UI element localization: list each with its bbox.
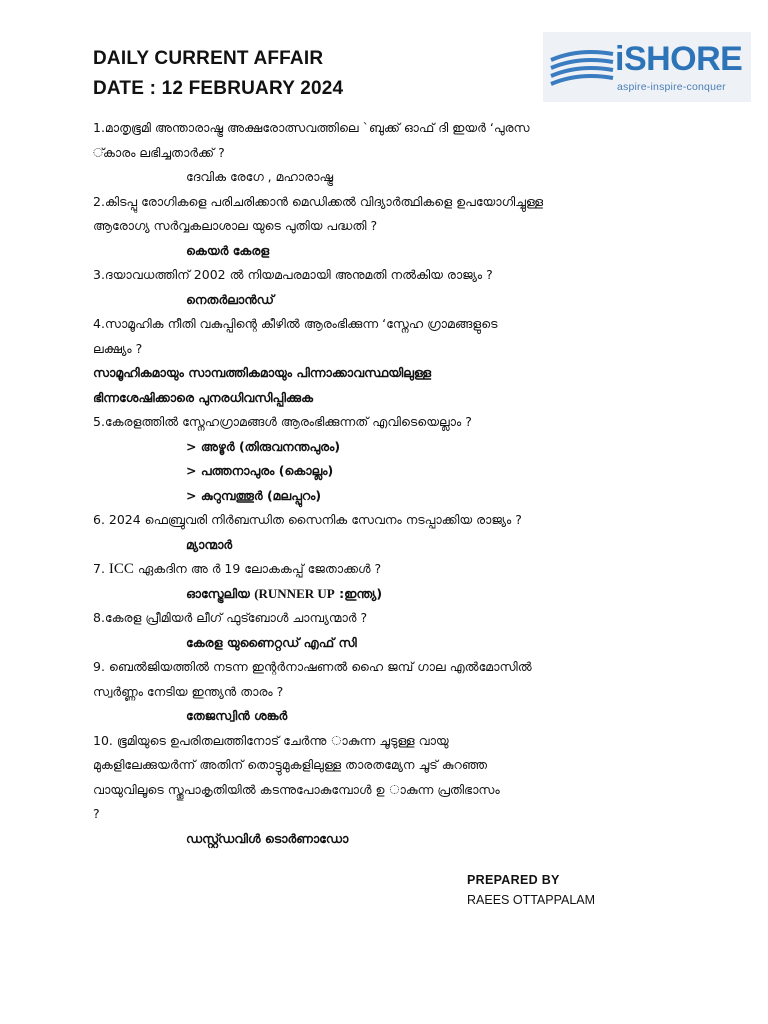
answer-6: മ്യാന്മാർ [186, 536, 233, 552]
question-2-line-1: 2.കിടപ്പു രോഗികളെ പരിചരിക്കാൻ മെഡിക്കൽ വിദ്യാർത്ഥികളെ ഉപയോഗിച്ചുള്ള [93, 193, 544, 209]
document-date: DATE : 12 FEBRUARY 2024 [93, 78, 344, 99]
answer-7-tail: :ഇന്ത്യ) [334, 585, 383, 601]
logo-tagline: aspire-inspire-conquer [617, 81, 726, 93]
question-3-line-1: 3.ദയാവധത്തിന് 2002 ൽ നിയമപരമായി അനുമതി നൽകിയ രാജ്യം ? [93, 267, 493, 282]
question-10-line-2: മുകളിലേക്കുയർന്ന് അതിന് തൊട്ടുമുകളിലുള്ള താരതമ്യേന ചൂട് കുറഞ്ഞ [93, 757, 488, 772]
answer-1: ദേവിക രേഗേ , മഹാരാഷ്ട്ര [186, 169, 334, 184]
question-7-rest: ഏകദിന അ ർ 19 ലോകകപ്പ് ജേതാക്കൾ ? [133, 561, 382, 576]
question-1-line-1: 1.മാതൃഭൂമി അന്താരാഷ്ട്ര അക്ഷരോത്സവത്തിലെ `ബുക്ക് ഓഫ് ദി ഇയർ ‘പുരസ [93, 120, 530, 135]
document-header [93, 44, 343, 104]
answer-4-line-2: ഭിന്നശേഷിക്കാരെ പുനരധിവസിപ്പിക്കുക [93, 389, 314, 405]
answer-2: കെയർ കേരള [186, 242, 270, 258]
prepared-by-label: PREPARED BY [467, 873, 560, 887]
answer-5-item-3: > കുറുമ്പത്തൂർ (മലപ്പുറം) [186, 487, 322, 503]
author-name: RAEES OTTAPPALAM [467, 893, 596, 907]
prepared-by-block [467, 870, 595, 910]
logo-brand-text: iSHORE [615, 40, 743, 78]
answer-4-line-1: സാമൂഹികമായും സാമ്പത്തികമായും പിന്നാക്കാവസ്ഥയിലുള്ള [93, 365, 432, 380]
question-10-line-3: വായുവിലൂടെ സ്തൂപാകൃതിയിൽ കടന്നുപോകുമ്പോൾ ഉ ാകുന്ന പ്രതിഭാസം [93, 781, 500, 797]
question-7-prefix: 7. [93, 561, 109, 576]
question-7-line-1 [93, 557, 683, 582]
answer-7-runner-up: (RUNNER UP [254, 585, 335, 601]
question-5-line-1: 5.കേരളത്തിൽ സ്നേഹഗ്രാമങ്ങൾ ആരംഭിക്കുന്നത് എവിടെയെല്ലാം ? [93, 414, 472, 429]
question-6-line-1: 6. 2024 ഫെബ്രുവരി നിർബന്ധിത സൈനിക സേവനം നടപ്പാക്കിയ രാജ്യം ? [93, 512, 522, 527]
question-9-line-1: 9. ബെൽജിയത്തിൽ നടന്ന ഇന്റർനാഷണൽ ഹൈ ജമ്പ് ഗാല എൽമോസിൽ [93, 659, 532, 674]
answer-8: കേരള യുണൈറ്റഡ് എഫ് സി [186, 634, 357, 650]
question-9-line-2: സ്വർണ്ണം നേടിയ ഇന്ത്യൻ താരം ? [93, 683, 284, 699]
question-8-line-1: 8.കേരള പ്രീമിയർ ലീഗ് ഫുട്ബോൾ ചാമ്പ്യന്മാർ ? [93, 610, 368, 625]
question-2-line-2: ആരോഗ്യ സർവ്വകലാശാല യുടെ പുതിയ പദ്ധതി ? [93, 218, 378, 233]
question-7-icc: ICC [108, 561, 134, 577]
answer-9: തേജസ്വിൻ ശങ്കർ [186, 708, 288, 723]
question-1-line-2: ്കാരം ലഭിച്ചതാർക്ക് ? [93, 144, 225, 160]
question-10-line-1: 10. ഭൂമിയുടെ ഉപരിതലത്തിനോട് ചേർന്നു ാകുന്ന ചൂടുള്ള വായു [93, 732, 449, 748]
answer-10: ഡസ്റ്റ്ഡവിൾ ടൊർണാഡോ [186, 830, 349, 846]
answer-5-item-2: > പത്തനാപുരം (കൊല്ലം) [186, 463, 334, 478]
document-title: DAILY CURRENT AFFAIR [93, 48, 324, 69]
question-4-line-1: 4.സാമൂഹിക നീതി വകുപ്പിന്റെ കീഴിൽ ആരംഭിക്കുന്ന ‘സ്നേഹ ഗ്രാമങ്ങളുടെ [93, 316, 498, 331]
question-10-line-4: ? [93, 806, 100, 821]
wave-lines-icon [549, 46, 615, 90]
answer-7-main: ഓസ്ട്രേലിയ [186, 585, 255, 601]
questions-list [93, 116, 683, 851]
answer-7 [93, 582, 683, 607]
question-4-line-2: ലക്ഷ്യം ? [93, 340, 143, 356]
ishore-logo [543, 32, 751, 102]
answer-3: നെതർലാൻഡ് [186, 291, 274, 307]
answer-5-item-1: > അഴൂർ (തിരുവനന്തപുരം) [186, 438, 341, 454]
